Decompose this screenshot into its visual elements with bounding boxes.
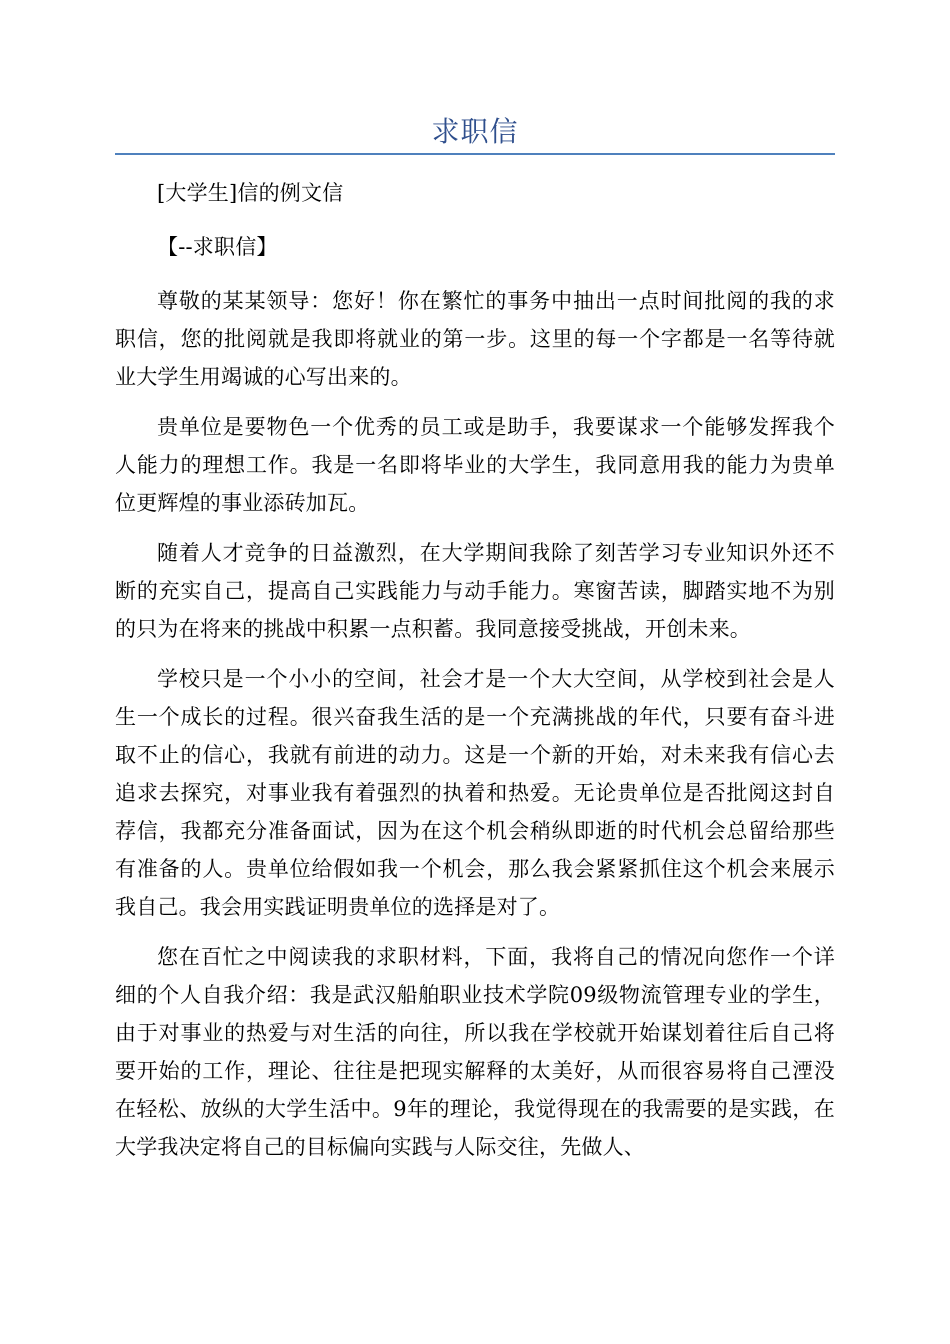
body-paragraph-3: 随着人才竞争的日益激烈，在大学期间我除了刻苦学习专业知识外还不断的充实自己，提高自己实践能力与动手能力。寒窗苦读，脚踏实地不为别的只为在将来的挑战中积累一点积蓄。我同意接受挑战，开创未来。: [115, 541, 835, 641]
body-paragraph-greeting: 尊敬的某某领导：您好！你在繁忙的事务中抽出一点时间批阅的我的求职信，您的批阅就是我即将就业的第一步。这里的每一个字都是一名等待就业大学生用竭诚的心写出来的。: [115, 289, 835, 389]
body-paragraph-5: 您在百忙之中阅读我的求职材料，下面，我将自己的情况向您作一个详细的个人自我介绍：我是武汉船舶职业技术学院09级物流管理专业的学生，由于对事业的热爱与对生活的向往，所以我在学校就开始谋划着往后自己将要开始的工作，理论、往往是把现实解释的太美好，从而很容易将自己湮没在轻松、放纵的大学生活中。9年的理论，我觉得现在的我需要的是实践，在大学我决定将自己的目标偏向实践与人际交往，先做人、: [115, 945, 835, 1159]
heading-paragraph: 【--求职信】: [157, 235, 278, 259]
body-paragraph-2: 贵单位是要物色一个优秀的员工或是助手，我要谋求一个能够发挥我个人能力的理想工作。我是一名即将毕业的大学生，我同意用我的能力为贵单位更辉煌的事业添砖加瓦。: [115, 415, 835, 515]
document-title: 求职信: [431, 115, 519, 148]
body-paragraph-4: 学校只是一个小小的空间，社会才是一个大大空间，从学校到社会是人生一个成长的过程。很兴奋我生活的是一个充满挑战的年代，只要有奋斗进取不止的信心，我就有前进的动力。这是一个新的开始，对未来我有信心去追求去探究，对事业我有着强烈的执着和热爱。无论贵单位是否批阅这封自荐信，我都充分准备面试，因为在这个机会稍纵即逝的时代机会总留给那些有准备的人。贵单位给假如我一个机会，那么我会紧紧抓住这个机会来展示我自己。我会用实践证明贵单位的选择是对了。: [115, 667, 835, 919]
document-body: [115, 174, 835, 1178]
subtitle-paragraph: [大学生]信的例文信: [157, 181, 344, 205]
title-underline: [115, 153, 835, 155]
